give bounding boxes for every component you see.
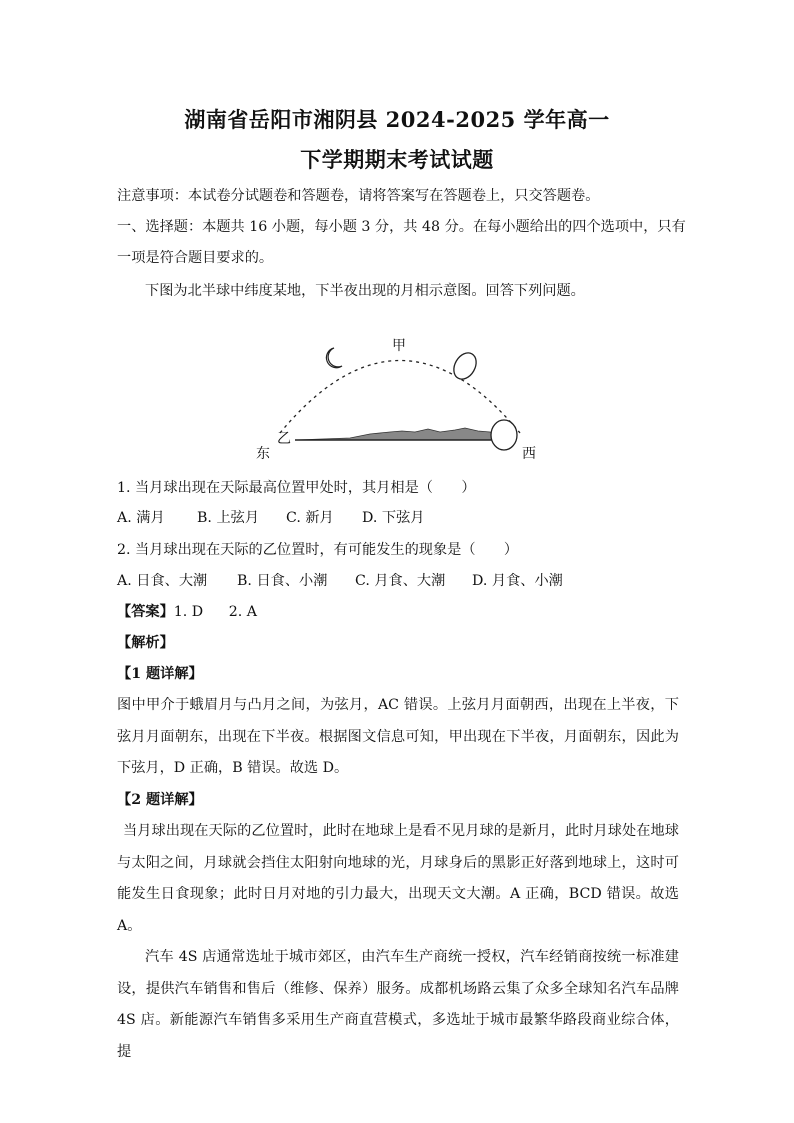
answer-line <box>117 602 677 622</box>
q1-option-c: C. 新月 <box>286 510 334 526</box>
answer-2: 2. A <box>228 604 258 620</box>
next-passage: 汽车 4S 店通常选址于城市郊区，由汽车生产商统一授权，汽车经销商按统一标准建设，提供汽车销售和售后（维修、保养）服务。成都机场路云集了众多全球知名汽车品牌 4S 店。新能源汽车销售多采用生产商直营模式，多选址于城市最繁华路段商业综合体，提 <box>117 949 679 1060</box>
answer-label: 【答案】 <box>117 604 174 620</box>
q1-option-d: D. 下弦月 <box>362 510 425 526</box>
label-yi: 乙 <box>277 431 291 447</box>
q2-detail-label: 【2 题详解】 <box>117 792 203 808</box>
q2-option-d: D. 月食、小潮 <box>472 573 563 589</box>
q1-option-b: B. 上弦月 <box>197 510 260 526</box>
title-line-1: 湖南省岳阳市湘阴县 2024-2025 学年高一 <box>184 107 610 132</box>
q2-option-c: C. 月食、大潮 <box>355 573 446 589</box>
moon-phase-figure <box>250 328 550 468</box>
q1-option-a: A. 满月 <box>117 510 165 526</box>
section-heading-line-2: 一项是符合题目要求的。 <box>117 250 274 266</box>
q2-detail: 当月球出现在天际的乙位置时，此时在地球上是看不见月球的是新月，此时月球处在地球与太阳之间，月球就会挡住太阳射向地球的光，月球身后的黑影正好落到地球上，这时可能发生日食现象；此时日月对地的引力最大，出现天文大潮。A 正确，BCD 错误。故选 A。 <box>117 823 679 934</box>
full-moon-west <box>491 420 517 450</box>
label-east: 东 <box>256 446 270 462</box>
question-2-stem: 2. 当月球出现在天际的乙位置时，有可能发生的现象是（ ） <box>117 542 519 558</box>
moon-path-arc <box>280 361 520 434</box>
q2-option-b: B. 日食、小潮 <box>237 573 328 589</box>
label-west: 西 <box>522 446 536 462</box>
question-1-options <box>117 508 677 528</box>
q1-detail-label: 【1 题详解】 <box>117 666 203 682</box>
q2-option-a: A. 日食、大潮 <box>117 573 208 589</box>
gibbous-moon <box>449 349 480 383</box>
answer-1: 1. D <box>173 604 204 620</box>
analysis-label: 【解析】 <box>117 635 174 651</box>
horizon-ground <box>295 428 502 440</box>
notice: 注意事项：本试卷分试题卷和答题卷，请将答案写在答题卷上，只交答题卷。 <box>117 188 600 204</box>
q1-detail: 图中甲介于蛾眉月与凸月之间，为弦月，AC 错误。上弦月月面朝西，出现在上半夜，下弦月月面朝东，出现在下半夜。根据图文信息可知，甲出现在下半夜，月面朝东，因此为下弦月，D 正确，B 错误。故选 D。 <box>117 697 679 776</box>
crescent-moon <box>326 348 342 368</box>
question-1-stem: 1. 当月球出现在天际最高位置甲处时，其月相是（ ） <box>117 480 476 496</box>
title-line-2: 下学期期末考试试题 <box>300 147 494 172</box>
question-2-options <box>117 571 677 591</box>
label-jia: 甲 <box>392 338 406 354</box>
section-heading-line-1: 一、选择题：本题共 16 小题，每小题 3 分，共 48 分。在每小题给出的四个选项中，只有 <box>117 219 686 235</box>
figure-intro: 下图为北半球中纬度某地，下半夜出现的月相示意图。回答下列问题。 <box>145 283 585 299</box>
